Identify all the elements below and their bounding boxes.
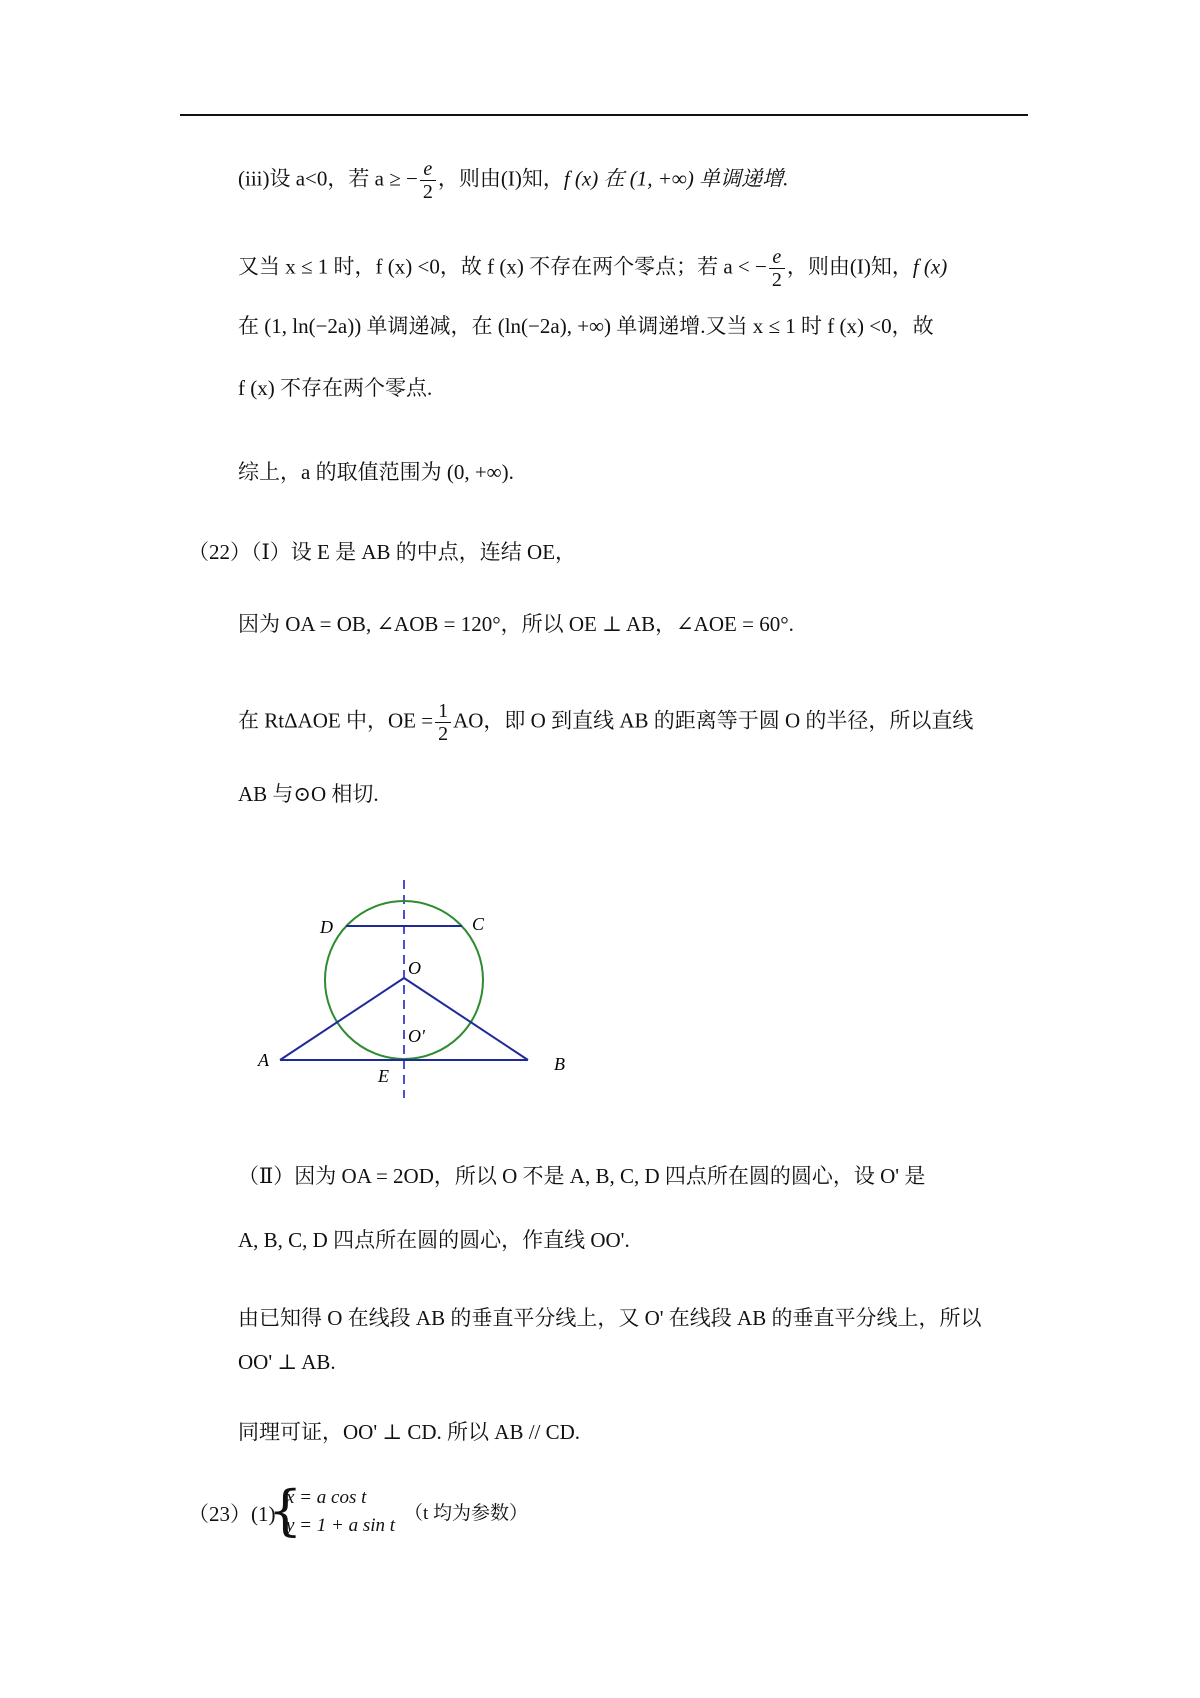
q23-param-note: （t 均为参数） [404, 1503, 529, 1524]
segment-oa [280, 978, 404, 1060]
line-conclusion: 综上，a 的取值范围为 (0, +∞). [238, 460, 514, 484]
label-e: E [378, 1066, 389, 1086]
label-o-prime: O' [408, 1026, 425, 1046]
q22-line-oo-perp-ab: OO' ⊥ AB. [238, 1350, 336, 1374]
q22-line-tangent: AB 与⊙O 相切. [238, 782, 379, 806]
q23-x-eq: x = a cos t [286, 1487, 367, 1508]
q22-part-ii: （Ⅱ）因为 OA = 2OD，所以 O 不是 A, B, C, D 四点所在圆的圆心，设 O' 是 [238, 1164, 926, 1188]
q23-heading: （23）(1) [188, 1502, 276, 1526]
q22-line-center: A, B, C, D 四点所在圆的圆心，作直线 OO'. [238, 1228, 630, 1252]
fraction-e-over-2-b: $\frac{e}{2}$ [769, 246, 785, 291]
system-brace: { [268, 1479, 303, 1542]
fraction-half: $\frac{1}{2}$ [435, 700, 451, 745]
fraction-e-over-2: $\frac{e}{2}$ [420, 158, 436, 203]
header-rule [180, 114, 1028, 116]
line-no-two-zeros: f (x) 不存在两个零点. [238, 376, 433, 400]
line-when-x-le-1: 又当 x ≤ 1 时，f (x) <0，故 f (x) 不存在两个零点；若 a < − $\frac{e}{2}$ ，则由(I)知，f (x) [238, 246, 948, 291]
line-iii-text: (iii)设 a<0，若 a ≥ − [238, 166, 418, 191]
label-o: O [408, 958, 421, 978]
line-monotonic: 在 (1, ln(−2a)) 单调递减，在 (ln(−2a), +∞) 单调递增.又当 x ≤ 1 时 f (x) <0，故 [238, 314, 934, 338]
geometry-figure [250, 880, 590, 1110]
q23-y-eq: y = 1 + a sin t [286, 1515, 396, 1536]
label-d: D [320, 917, 333, 937]
segment-ob [404, 978, 528, 1060]
line-iii: (iii)设 a<0，若 a ≥ − $\frac{e}{2}$ ，则由(I)知，f (x) 在 (1, +∞) 单调递增. [238, 158, 789, 203]
q22-heading: （22）（Ⅰ）设 E 是 AB 的中点，连结 OE， [188, 540, 577, 564]
q22-line-parallel: 同理可证，OO' ⊥ CD. 所以 AB // CD. [238, 1420, 581, 1444]
label-c: C [472, 914, 485, 934]
label-a: A [258, 1050, 269, 1070]
label-b: B [554, 1054, 565, 1074]
q22-line-because: 因为 OA = OB, ∠AOB = 120°，所以 OE ⊥ AB，∠AOE = 60°. [238, 612, 794, 636]
q22-line-rt: 在 RtΔAOE 中，OE = $\frac{1}{2}$ AO，即 O 到直线 AB 的距离等于圆 O 的半径，所以直线 [238, 700, 974, 745]
q22-line-perp-bisector: 由已知得 O 在线段 AB 的垂直平分线上，又 O' 在线段 AB 的垂直平分线上，所以 [238, 1306, 982, 1330]
